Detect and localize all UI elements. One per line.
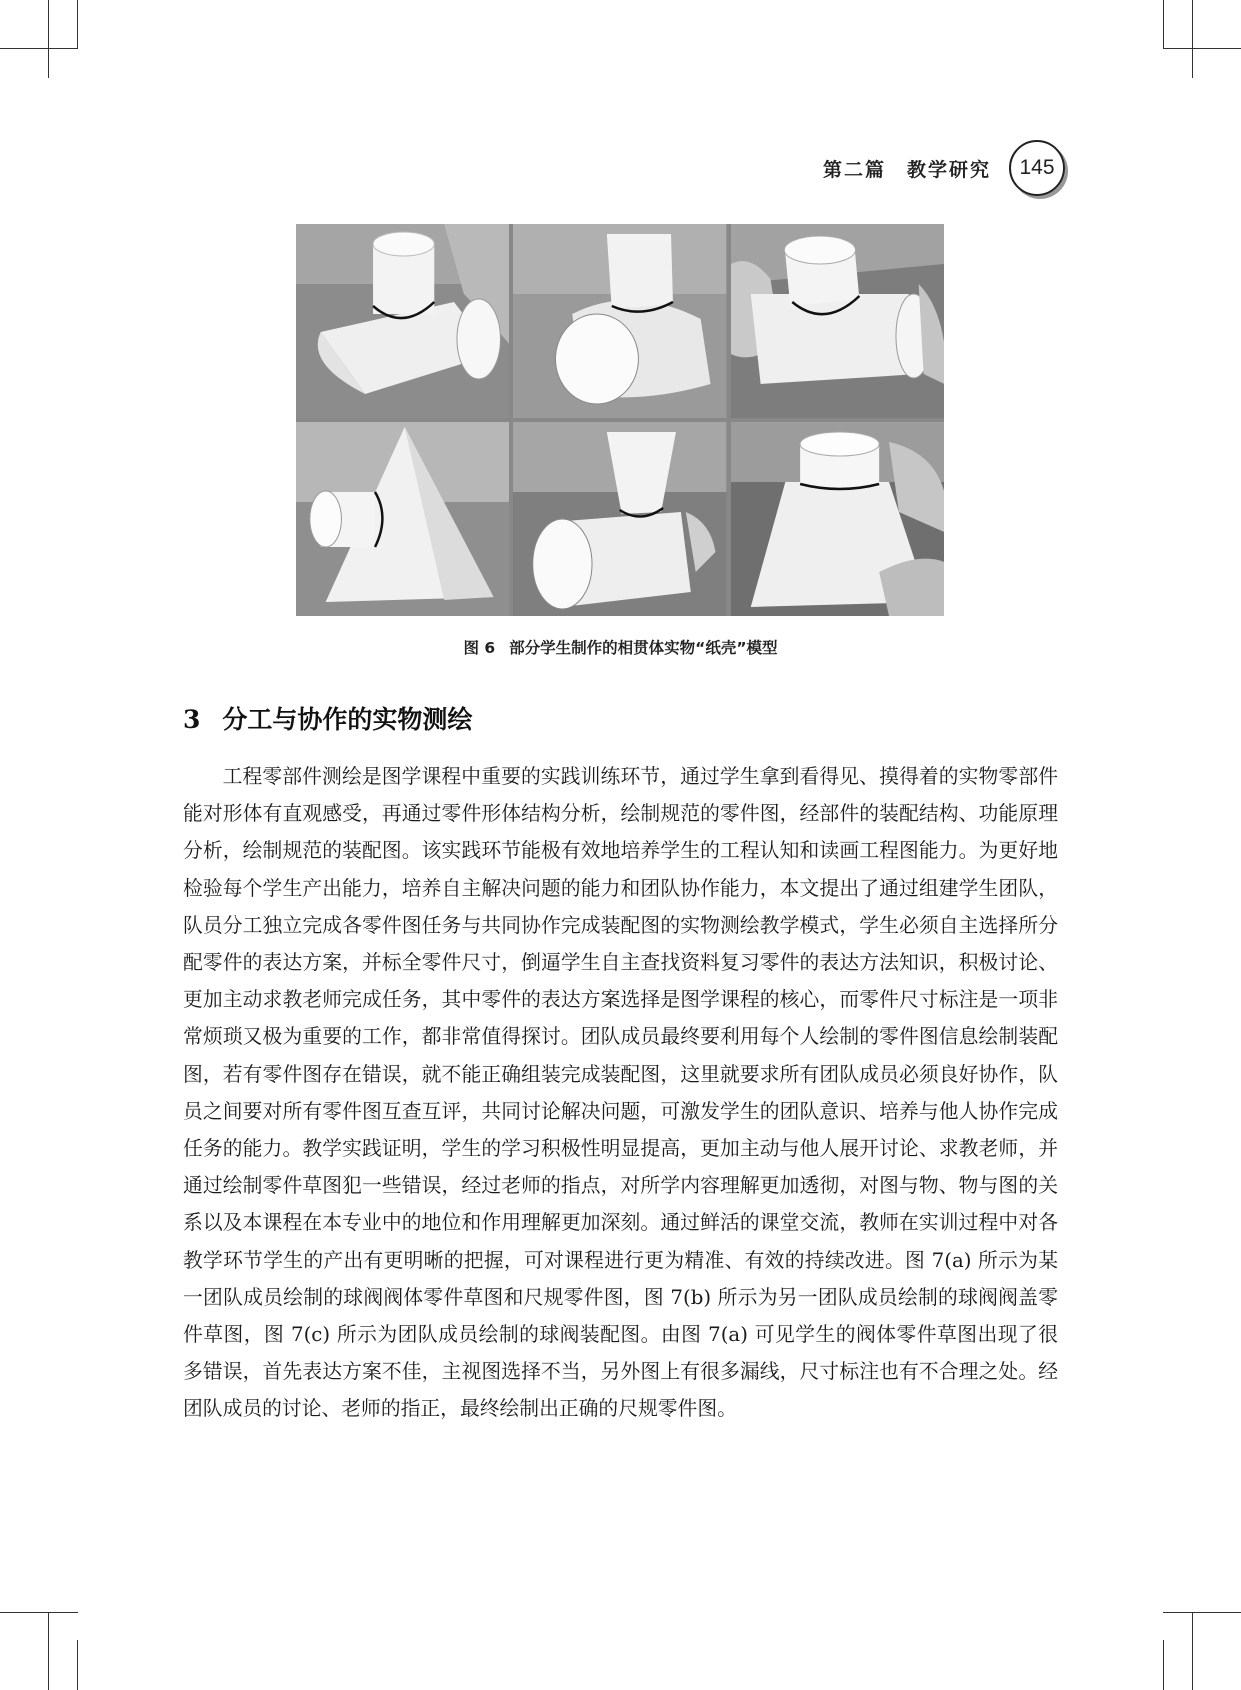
figure-caption xyxy=(0,636,1241,658)
figure-photo-grid xyxy=(296,224,944,616)
body-paragraph: 工程零部件测绘是图学课程中重要的实践训练环节，通过学生拿到看得见、摸得着的实物零部件能对形体有直观感受，再通过零件形体结构分析，绘制规范的零件图，经部件的装配结构、功能原理分析，绘制规范的装配图。该实践环节能极有效地培养学生的工程认知和读画工程图能力。为更好地检验每个学生产出能力，培养自主解决问题的能力和团队协作能力，本文提出了通过组建学生团队，队员分工独立完成各零件图任务与共同协作完成装配图的实物测绘教学模式，学生必须自主选择所分配零件的表达方案，并标全零件尺寸，倒逼学生自主查找资料复习零件的表达方法知识，积极讨论、更加主动求教老师完成任务，其中零件的表达方案选择是图学课程的核心，而零件尺寸标注是一项非常烦琐又极为重要的工作，都非常值得探讨。团队成员最终要利用每个人绘制的零件图信息绘制装配图，若有零件图存在错误，就不能正确组装完成装配图，这里就要求所有团队成员必须良好协作，队员之间要对所有零件图互查互评，共同讨论解决问题，可激发学生的团队意识、培养与他人协作完成任务的能力。教学实践证明，学生的学习积极性明显提高，更加主动与他人展开讨论、求教老师，并通过绘制零件草图犯一些错误，经过老师的指点，对所学内容理解更加透彻，对图与物、物与图的关系以及本课程在本专业中的地位和作用理解更加深刻。通过鲜活的课堂交流，教师在实训过程中对各教学环节学生的产出有更明晰的把握，可对课程进行更为精准、有效的持续改进。图 7(a) 所示为某一团队成员绘制的球阀阀体零件草图和尺规零件图，图 7(b) 所示为另一团队成员绘制的球阀阀盖零件草图，图 7(c) 所示为团队成员绘制的球阀装配图。由图 7(a) 可见学生的阀体零件草图出现了很多错误，首先表达方案不佳，主视图选择不当，另外图上有很多漏线，尺寸标注也有不合理之处。经团队成员的讨论、老师的指正，最终绘制出正确的尺规零件图。 xyxy=(183,765,1058,1421)
photo-cylinder-intersection xyxy=(296,224,509,418)
crop-mark xyxy=(1192,0,1193,78)
photo-cone-frustum-cylinder xyxy=(513,422,726,616)
running-header xyxy=(823,140,1065,196)
crop-mark xyxy=(0,1612,78,1613)
crop-mark xyxy=(1163,48,1241,49)
crop-mark xyxy=(1163,1640,1164,1690)
photo-cylinder-handheld xyxy=(731,224,944,418)
crop-mark xyxy=(1192,1612,1193,1690)
crop-mark xyxy=(77,0,78,48)
photo-cylinder-frustum-handheld xyxy=(731,422,944,616)
page-number: 145 xyxy=(1009,140,1065,196)
figure-number: 图 6 xyxy=(463,639,496,657)
crop-mark xyxy=(0,48,78,49)
running-title: 第二篇 教学研究 xyxy=(822,158,991,181)
section-number: 3 xyxy=(183,705,201,734)
crop-mark xyxy=(77,1640,78,1690)
crop-mark xyxy=(48,0,49,78)
section-heading xyxy=(183,700,472,736)
photo-cylinder-end-view xyxy=(513,224,726,418)
crop-mark xyxy=(1163,1612,1241,1613)
figure-caption-text: 部分学生制作的相贯体实物“纸壳”模型 xyxy=(509,639,778,657)
body-text xyxy=(183,758,1058,1428)
photo-cone-cylinder xyxy=(296,422,509,616)
crop-mark xyxy=(1163,0,1164,48)
section-title: 分工与协作的实物测绘 xyxy=(222,705,473,734)
crop-mark xyxy=(48,1612,49,1690)
